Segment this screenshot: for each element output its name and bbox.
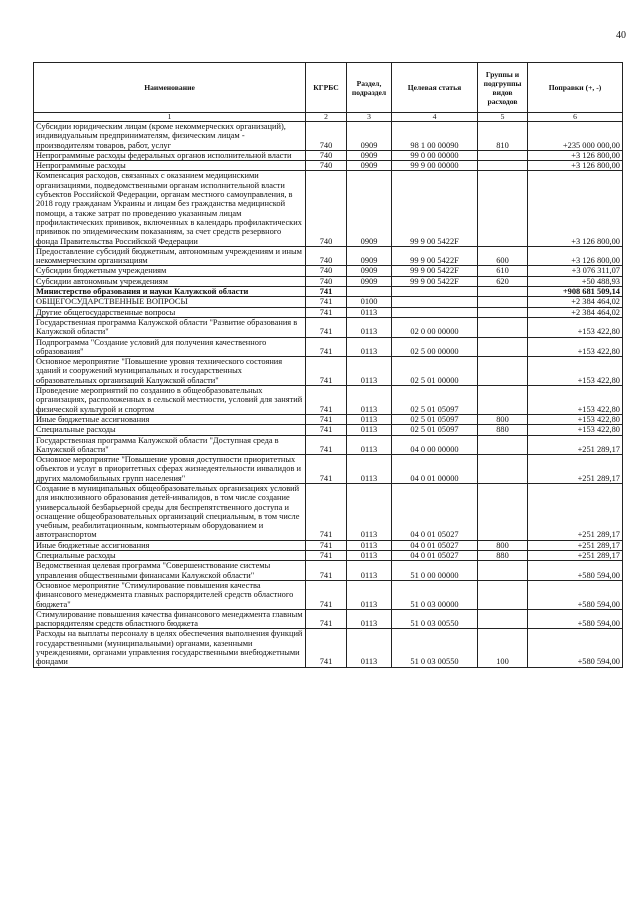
row-group: 880 <box>478 425 528 435</box>
row-group: 800 <box>478 540 528 550</box>
column-number: 3 <box>347 113 392 122</box>
column-number: 1 <box>34 113 306 122</box>
row-kgrbs: 741 <box>306 357 347 386</box>
table-row <box>34 161 623 171</box>
table-row <box>34 435 623 455</box>
row-target: 99 9 00 5422F <box>392 171 478 246</box>
row-name: Государственная программа Калужской области "Доступная среда в Калужской области" <box>34 435 306 455</box>
table-row <box>34 580 623 609</box>
row-name: Предоставление субсидий бюджетным, автономным учреждениям и иным некоммерческим организациям <box>34 246 306 266</box>
row-section: 0909 <box>347 150 392 160</box>
header-name: Наименование <box>34 63 306 113</box>
row-target: 51 0 00 00000 <box>392 561 478 581</box>
row-name: Стимулирование повышения качества финансового менеджмента главным распорядителям средств областного бюджета <box>34 609 306 629</box>
row-amount: +3 126 800,00 <box>528 150 623 160</box>
row-name: Иные бюджетные ассигнования <box>34 414 306 424</box>
row-target: 99 9 00 5422F <box>392 246 478 266</box>
row-group <box>478 287 528 297</box>
table-row <box>34 307 623 317</box>
row-kgrbs: 740 <box>306 122 347 151</box>
row-name: Субсидии автономным учреждениям <box>34 276 306 286</box>
row-group <box>478 580 528 609</box>
row-target: 02 5 01 05097 <box>392 386 478 415</box>
row-group <box>478 357 528 386</box>
table-row <box>34 171 623 246</box>
column-number: 2 <box>306 113 347 122</box>
row-amount: +3 126 800,00 <box>528 246 623 266</box>
row-group <box>478 297 528 307</box>
row-amount: +580 594,00 <box>528 629 623 667</box>
table-row <box>34 386 623 415</box>
row-name: Проведение мероприятий по созданию в общеобразовательных организациях, расположенных в сельской местности, условий для занятий физической культурой и спортом <box>34 386 306 415</box>
row-amount: +580 594,00 <box>528 561 623 581</box>
table-row <box>34 414 623 424</box>
table-row <box>34 287 623 297</box>
row-name: Непрограммные расходы <box>34 161 306 171</box>
row-amount: +235 000 000,00 <box>528 122 623 151</box>
row-amount: +251 289,17 <box>528 483 623 540</box>
row-kgrbs: 741 <box>306 561 347 581</box>
row-kgrbs: 741 <box>306 609 347 629</box>
row-target: 04 0 01 05027 <box>392 483 478 540</box>
table-row <box>34 337 623 357</box>
row-kgrbs: 740 <box>306 150 347 160</box>
row-amount: +153 422,80 <box>528 386 623 415</box>
row-group <box>478 171 528 246</box>
row-group <box>478 337 528 357</box>
row-group <box>478 609 528 629</box>
row-target: 02 5 00 00000 <box>392 337 478 357</box>
row-kgrbs: 741 <box>306 455 347 484</box>
row-section: 0909 <box>347 161 392 171</box>
row-group <box>478 483 528 540</box>
header-group: Группы и подгруппы видов расходов <box>478 63 528 113</box>
row-amount: +153 422,80 <box>528 357 623 386</box>
table-row <box>34 629 623 667</box>
row-name: Компенсация расходов, связанных с оказанием медицинскими организациями, подведомственными органам исполнительной власти субъектов Российской Федерации, органам местного самоуправления, в 2018 году гражданам Украины и лицам без гражданства медицинской помощи, а также затрат по проведению указанным лицам профилактических прививок, включенных в календарь профилактических прививок по эпидемическим показаниям, за счет средств резервного фонда Правительства Российской Федерации <box>34 171 306 246</box>
row-name: Основное мероприятие "Стимулирование повышения качества финансового менеджмента главных распорядителей средств областного бюджета" <box>34 580 306 609</box>
row-kgrbs: 741 <box>306 317 347 337</box>
table-row <box>34 483 623 540</box>
row-target: 02 5 01 05097 <box>392 425 478 435</box>
table-row <box>34 150 623 160</box>
row-group: 100 <box>478 629 528 667</box>
row-section: 0909 <box>347 276 392 286</box>
row-group <box>478 307 528 317</box>
row-name: Специальные расходы <box>34 425 306 435</box>
row-section <box>347 287 392 297</box>
row-target: 02 5 01 00000 <box>392 357 478 386</box>
row-group: 800 <box>478 414 528 424</box>
row-kgrbs: 741 <box>306 435 347 455</box>
row-kgrbs: 740 <box>306 276 347 286</box>
row-amount: +3 126 800,00 <box>528 171 623 246</box>
row-target: 99 9 00 5422F <box>392 266 478 276</box>
row-kgrbs: 741 <box>306 580 347 609</box>
row-target <box>392 297 478 307</box>
row-section: 0113 <box>347 540 392 550</box>
row-target: 04 0 01 00000 <box>392 455 478 484</box>
row-section: 0113 <box>347 317 392 337</box>
table-row <box>34 297 623 307</box>
table-row <box>34 276 623 286</box>
row-kgrbs: 741 <box>306 307 347 317</box>
column-number-row <box>34 113 623 122</box>
row-amount: +3 076 311,07 <box>528 266 623 276</box>
header-amount: Поправки (+, -) <box>528 63 623 113</box>
row-target: 02 5 01 05097 <box>392 414 478 424</box>
row-group <box>478 455 528 484</box>
row-section: 0113 <box>347 483 392 540</box>
row-target: 51 0 03 00550 <box>392 629 478 667</box>
row-section: 0113 <box>347 629 392 667</box>
row-amount: +580 594,00 <box>528 609 623 629</box>
header-section: Раздел, подраздел <box>347 63 392 113</box>
row-amount: +153 422,80 <box>528 425 623 435</box>
row-section: 0909 <box>347 266 392 276</box>
row-target: 04 0 00 00000 <box>392 435 478 455</box>
row-amount: +251 289,17 <box>528 455 623 484</box>
row-name: Иные бюджетные ассигнования <box>34 540 306 550</box>
row-amount: +2 384 464,02 <box>528 307 623 317</box>
row-group <box>478 386 528 415</box>
row-section: 0909 <box>347 122 392 151</box>
column-number: 4 <box>392 113 478 122</box>
row-target: 51 0 03 00000 <box>392 580 478 609</box>
row-kgrbs: 741 <box>306 287 347 297</box>
row-amount: +2 384 464,02 <box>528 297 623 307</box>
row-target: 51 0 03 00550 <box>392 609 478 629</box>
row-kgrbs: 740 <box>306 171 347 246</box>
row-section: 0909 <box>347 246 392 266</box>
row-section: 0113 <box>347 561 392 581</box>
row-name: Министерство образования и науки Калужской области <box>34 287 306 297</box>
row-group <box>478 561 528 581</box>
row-amount: +580 594,00 <box>528 580 623 609</box>
row-group <box>478 161 528 171</box>
table-row <box>34 357 623 386</box>
row-kgrbs: 740 <box>306 161 347 171</box>
row-target <box>392 287 478 297</box>
row-kgrbs: 741 <box>306 425 347 435</box>
row-amount: +251 289,17 <box>528 551 623 561</box>
row-kgrbs: 741 <box>306 629 347 667</box>
row-name: Подпрограмма "Создание условий для получения качественного образования" <box>34 337 306 357</box>
row-section: 0113 <box>347 580 392 609</box>
row-group: 620 <box>478 276 528 286</box>
row-kgrbs: 741 <box>306 483 347 540</box>
row-group <box>478 435 528 455</box>
row-section: 0909 <box>347 171 392 246</box>
row-name: Специальные расходы <box>34 551 306 561</box>
row-name: Непрограммные расходы федеральных органов исполнительной власти <box>34 150 306 160</box>
row-section: 0113 <box>347 357 392 386</box>
row-section: 0113 <box>347 435 392 455</box>
row-target: 04 0 01 05027 <box>392 551 478 561</box>
table-row <box>34 266 623 276</box>
row-name: Субсидии юридическим лицам (кроме некоммерческих организаций), индивидуальным предпринимателям, физическим лицам - производителям товаров, работ, услуг <box>34 122 306 151</box>
table-row <box>34 317 623 337</box>
row-section: 0113 <box>347 455 392 484</box>
row-kgrbs: 740 <box>306 246 347 266</box>
row-amount: +908 681 509,14 <box>528 287 623 297</box>
row-name: Основное мероприятие "Повышение уровня доступности приоритетных объектов и услуг в приоритетных сферах жизнедеятельности инвалидов и других маломобильных групп населения" <box>34 455 306 484</box>
header-target: Целевая статья <box>392 63 478 113</box>
row-section: 0113 <box>347 609 392 629</box>
row-target: 99 9 00 00000 <box>392 161 478 171</box>
row-amount: +153 422,80 <box>528 337 623 357</box>
table-row <box>34 540 623 550</box>
header-row <box>34 63 623 113</box>
row-group: 600 <box>478 246 528 266</box>
row-target <box>392 307 478 317</box>
row-section: 0100 <box>347 297 392 307</box>
table-row <box>34 122 623 151</box>
row-name: Ведомственная целевая программа "Совершенствование системы управления общественными финансами Калужской области" <box>34 561 306 581</box>
table-row <box>34 246 623 266</box>
row-kgrbs: 741 <box>306 386 347 415</box>
column-number: 5 <box>478 113 528 122</box>
row-name: Основное мероприятие "Повышение уровня технического состояния зданий и сооружений муниципальных и государственных образовательных организаций Калужской области" <box>34 357 306 386</box>
row-group: 610 <box>478 266 528 276</box>
row-name: Субсидии бюджетным учреждениям <box>34 266 306 276</box>
row-group <box>478 150 528 160</box>
row-amount: +3 126 800,00 <box>528 161 623 171</box>
row-target: 98 1 00 00090 <box>392 122 478 151</box>
row-target: 99 9 00 5422F <box>392 276 478 286</box>
row-amount: +251 289,17 <box>528 435 623 455</box>
row-amount: +50 488,93 <box>528 276 623 286</box>
row-kgrbs: 741 <box>306 540 347 550</box>
row-amount: +153 422,80 <box>528 317 623 337</box>
row-section: 0113 <box>347 425 392 435</box>
row-name: Расходы на выплаты персоналу в целях обеспечения выполнения функций государственными (муниципальными) органами, казенными учреждениями, органами управления государственными внебюджетными фондами <box>34 629 306 667</box>
row-name: ОБЩЕГОСУДАРСТВЕННЫЕ ВОПРОСЫ <box>34 297 306 307</box>
row-group <box>478 317 528 337</box>
row-target: 99 0 00 00000 <box>392 150 478 160</box>
row-name: Государственная программа Калужской области "Развитие образования в Калужской области" <box>34 317 306 337</box>
row-kgrbs: 741 <box>306 414 347 424</box>
table-row <box>34 455 623 484</box>
budget-table <box>33 62 623 668</box>
row-section: 0113 <box>347 551 392 561</box>
row-section: 0113 <box>347 414 392 424</box>
row-group: 810 <box>478 122 528 151</box>
row-name: Другие общегосударственные вопросы <box>34 307 306 317</box>
page-number: 40 <box>616 30 626 41</box>
row-amount: +251 289,17 <box>528 540 623 550</box>
row-target: 02 0 00 00000 <box>392 317 478 337</box>
table-row <box>34 609 623 629</box>
row-section: 0113 <box>347 307 392 317</box>
row-target: 04 0 01 05027 <box>392 540 478 550</box>
row-kgrbs: 741 <box>306 297 347 307</box>
header-kgrbs: КГРБС <box>306 63 347 113</box>
table-row <box>34 551 623 561</box>
row-group: 880 <box>478 551 528 561</box>
row-kgrbs: 741 <box>306 337 347 357</box>
column-number: 6 <box>528 113 623 122</box>
table-row <box>34 561 623 581</box>
table-row <box>34 425 623 435</box>
row-name: Создание в муниципальных общеобразовательных организациях условий для инклюзивного образования детей-инвалидов, в том числе создание универсальной безбарьерной среды для беспрепятственного доступа и оснащение общеобразовательных организаций специальным, в том числе учебным, реабилитационным, компьютерным оборудованием и автотранспортом <box>34 483 306 540</box>
row-kgrbs: 740 <box>306 266 347 276</box>
row-amount: +153 422,80 <box>528 414 623 424</box>
row-section: 0113 <box>347 386 392 415</box>
row-kgrbs: 741 <box>306 551 347 561</box>
row-section: 0113 <box>347 337 392 357</box>
